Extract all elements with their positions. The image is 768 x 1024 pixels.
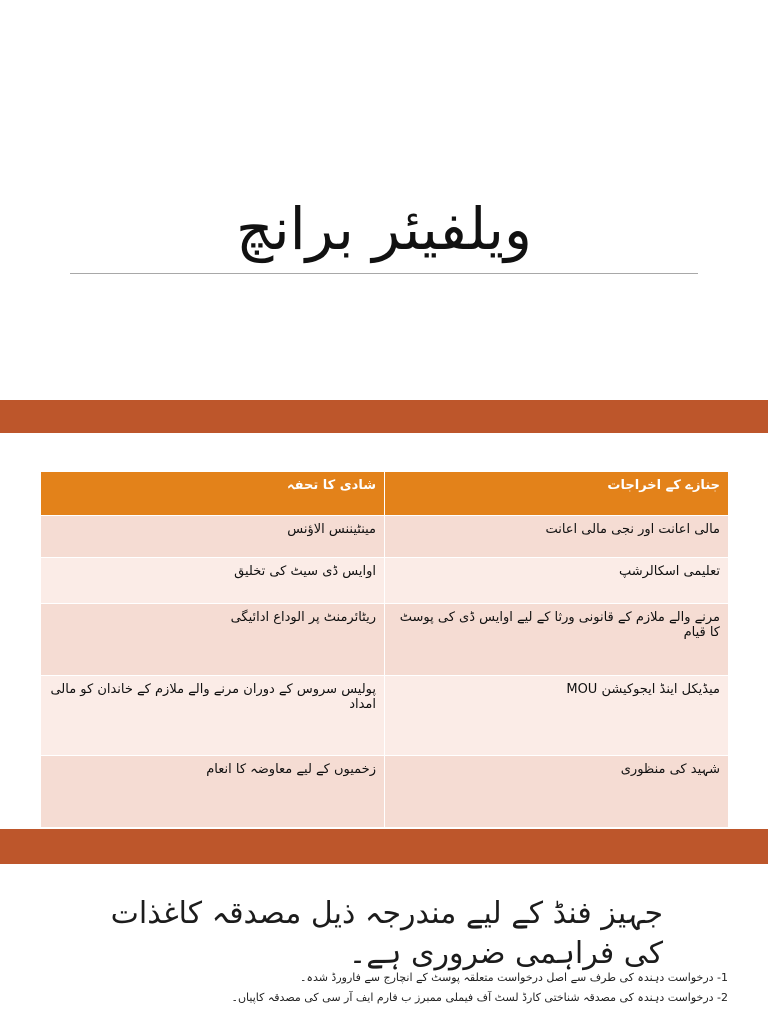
slide-separator-top [0,400,768,433]
note-line: 1- درخواست دہندہ کی طرف سے اصل درخواست متعلقہ پوسٹ کے انچارج سے فارورڈ شدہ۔ [300,971,728,984]
table-cell: میڈیکل اینڈ ایجوکیشن MOU [385,676,729,756]
table-cell: مالی اعانت اور نجی مالی اعانت [385,516,729,558]
table-cell: تعلیمی اسکالرشپ [385,558,729,604]
table-row [41,558,729,604]
table-slide [0,433,768,829]
slide-title: ویلفیئر برانچ [236,195,532,263]
table-header-row [41,472,729,516]
table-row [41,676,729,756]
table-row [41,604,729,676]
requirements-slide [0,864,768,1024]
table-cell: شہید کی منظوری [385,756,729,828]
title-divider [70,273,698,274]
table-header-cell: شادی کا تحفہ [41,472,385,516]
table-row [41,756,729,828]
table-cell: ریٹائرمنٹ پر الوداع ادائیگی [41,604,385,676]
table-cell: مرنے والے ملازم کے قانونی ورثا کے لیے اوایس ڈی کی پوسٹ کا قیام [385,604,729,676]
table-header-cell: جنازے کے اخراجات [385,472,729,516]
note-line: 2- درخواست دہندہ کی مصدقہ شناختی کارڈ لسٹ آف فیملی ممبرز ب فارم ایف آر سی کی مصدقہ کاپیاں۔ [231,991,728,1004]
table-cell: زخمیوں کے لیے معاوضہ کا انعام [41,756,385,828]
title-slide [0,0,768,400]
table-cell: اوایس ڈی سیٹ کی تخلیق [41,558,385,604]
requirements-notes [8,968,728,1008]
table-cell: پولیس سروس کے دوران مرنے والے ملازم کے خاندان کو مالی امداد [41,676,385,756]
welfare-table [40,471,729,828]
table-cell: مینٹیننس الاؤنس [41,516,385,558]
slide-separator-bottom [0,829,768,864]
table-row [41,516,729,558]
requirements-headline: جہیز فنڈ کے لیے مندرجہ ذیل مصدقہ کاغذات کی فراہمی ضروری ہے۔ [110,896,663,971]
